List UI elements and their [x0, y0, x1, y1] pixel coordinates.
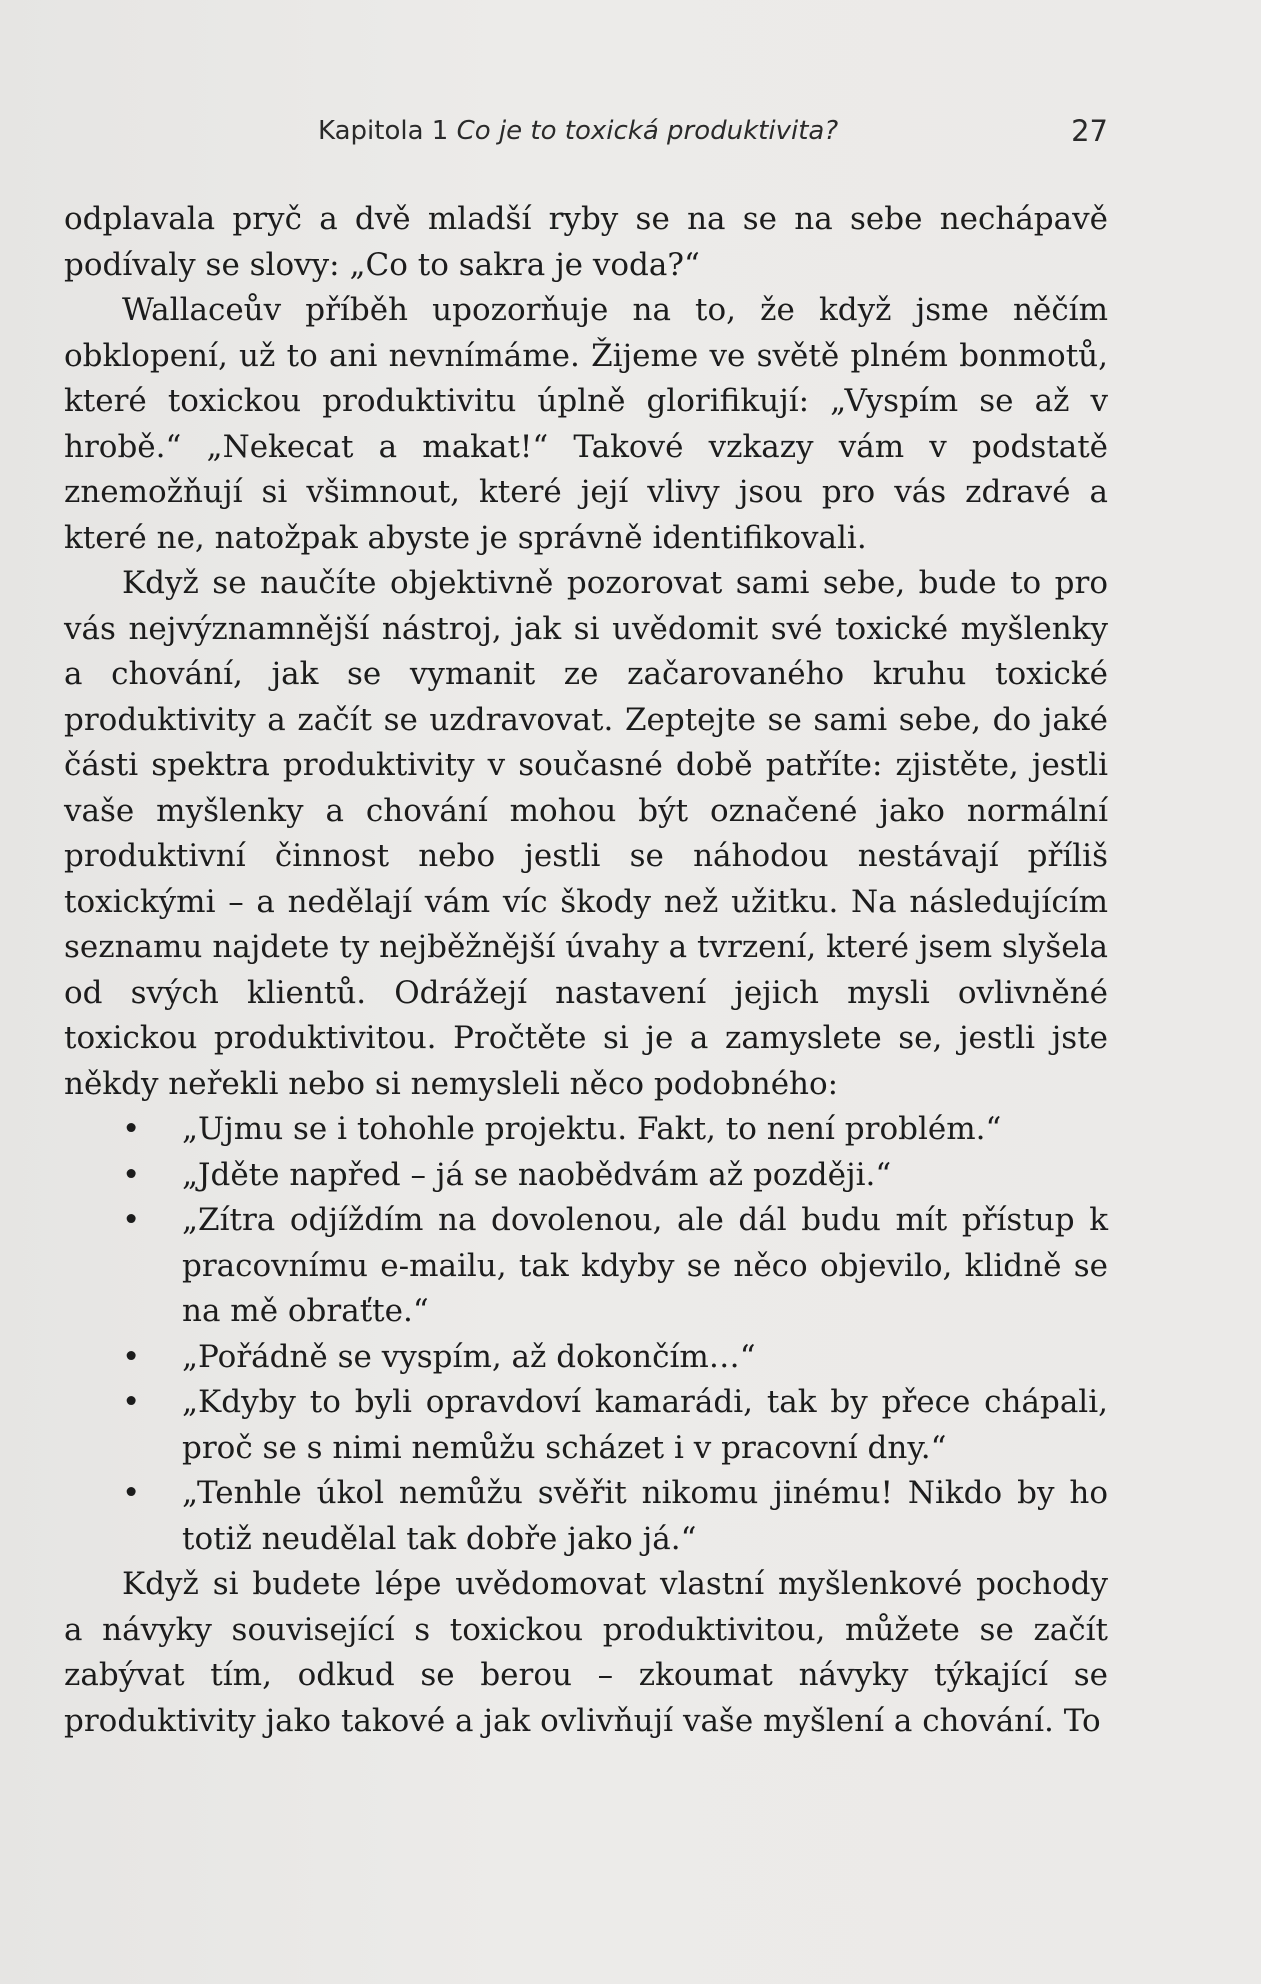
- paragraph: Když se naučíte objektivně pozorovat sami sebe, bude to pro vás nejvýznamnější nástroj, jak si uvědomit své toxické myšlenky a chování, jak se vymanit ze začarovaného kruhu toxické produktivity a začít se uzdravovat. Zeptejte se sami sebe, do jaké části spektra produktivity v současné době patříte: zjistěte, jestli vaše myšlenky a chování mohou být označené jako normální produktivní činnost nebo jestli se náhodou nestávají příliš toxickými – a nedělají vám víc škody než užitku. Na následujícím seznamu najdete ty nejběžnější úvahy a tvrzení, které jsem slyšela od svých klientů. Odrážejí nastavení jejich mysli ovlivněné toxickou produktivitou. Pročtěte si je a zamyslete se, jestli jste někdy neřekli nebo si nemysleli něco podobného:: [64, 565, 1108, 1102]
- chapter-label: Kapitola 1: [318, 116, 449, 146]
- bullet-icon: •: [122, 1384, 141, 1420]
- list-item: [64, 1471, 1108, 1562]
- list-item-text: „Kdyby to byli opravdoví kamarádi, tak by přece chápali, proč se s nimi nemůžu scházet i v pracovní dny.“: [182, 1384, 1108, 1466]
- list-item: [64, 1153, 1108, 1199]
- paragraph: Když si budete lépe uvědomovat vlastní myšlenkové pochody a návyky související s toxickou produktivitou, můžete se začít zabývat tím, odkud se berou – zkoumat návyky týkající se produktivity jako takové a jak ovlivňují vaše myšlení a chování. To: [64, 1566, 1108, 1739]
- paragraph-continuation: odplavala pryč a dvě mladší ryby se na se na sebe nechápavě podívaly se slovy: „Co to sakra je voda?“: [64, 201, 1108, 283]
- list-item: [64, 1198, 1108, 1335]
- list-item: [64, 1380, 1108, 1471]
- chapter-heading: [318, 116, 838, 146]
- bullet-icon: •: [122, 1156, 141, 1193]
- list-item-text: „Ujmu se i tohohle projektu. Fakt, to není problém.“: [182, 1111, 1002, 1147]
- bullet-icon: •: [122, 1338, 141, 1375]
- list-item: [64, 1107, 1108, 1153]
- list-item: [64, 1335, 1108, 1381]
- quote-list: [64, 1107, 1108, 1562]
- bullet-icon: •: [122, 1202, 141, 1238]
- bullet-icon: •: [122, 1475, 141, 1511]
- list-item-text: „Tenhle úkol nemůžu svěřit nikomu jinému! Nikdo by ho totiž neudělal tak dobře jako já.“: [182, 1475, 1108, 1557]
- running-header: [318, 110, 1108, 150]
- paragraph: Wallaceův příběh upozorňuje na to, že když jsme něčím obklopení, už to ani nevnímáme. Žijeme ve světě plném bonmotů, které toxickou produktivitu úplně glorifikují: „Vyspím se až v hrobě.“ „Nekecat a makat!“ Takové vzkazy vám v podstatě znemožňují si všimnout, které její vlivy jsou pro vás zdravé a které ne, natožpak abyste je správně identifikovali.: [64, 292, 1108, 556]
- bullet-icon: •: [122, 1111, 141, 1147]
- list-item-text: „Pořádně se vyspím, až dokončím…“: [182, 1338, 756, 1375]
- list-item-text: „Jděte napřed – já se naobědvám až později.“: [182, 1156, 892, 1193]
- list-item-text: „Zítra odjíždím na dovolenou, ale dál budu mít přístup k pracovnímu e-mailu, tak kdyby se něco objevilo, klidně se na mě obraťte.“: [182, 1202, 1108, 1329]
- chapter-title: Co je to toxická produktivita?: [456, 116, 839, 146]
- page-number: 27: [1071, 114, 1108, 148]
- body-text: [64, 197, 1108, 1744]
